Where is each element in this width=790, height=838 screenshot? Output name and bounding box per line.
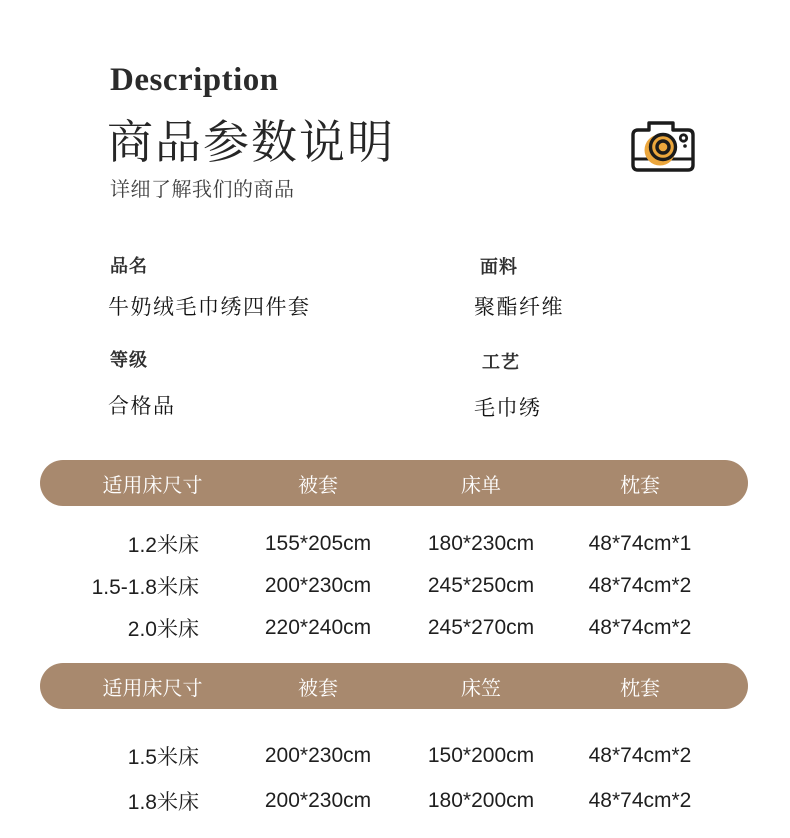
cell-pillowcase: 48*74cm*2 — [588, 743, 692, 767]
spec-label-product-name: 品名 — [110, 256, 148, 276]
cell-duvet-cover: 155*205cm — [264, 532, 372, 555]
table-header-row — [40, 460, 748, 506]
page-subtitle: 详细了解我们的商品 — [110, 179, 295, 201]
cell-pillowcase: 48*74cm*2 — [588, 574, 692, 597]
cell-duvet-cover: 220*240cm — [264, 616, 372, 639]
spec-value-product-name: 牛奶绒毛巾绣四件套 — [108, 296, 311, 319]
spec-value-fabric: 聚酯纤维 — [474, 296, 564, 319]
cell-bed-size: 1.5-1.8米床 — [91, 576, 199, 599]
camera-flash-dot — [680, 135, 686, 141]
table-row — [40, 733, 748, 778]
english-title: Description — [110, 62, 279, 98]
table-rows — [40, 733, 748, 823]
spec-label-fabric: 面料 — [480, 257, 518, 277]
page-title: 商品参数说明 — [107, 116, 395, 168]
cell-pillowcase: 48*74cm*2 — [588, 616, 692, 639]
spec-value-grade: 合格品 — [108, 395, 176, 418]
camera-small-dot — [683, 144, 687, 148]
cell-bed-size: 1.8米床 — [127, 790, 199, 814]
table-row — [40, 565, 748, 607]
cell-duvet-cover: 200*230cm — [264, 788, 372, 812]
col-header-pillowcase: 枕套 — [620, 677, 660, 700]
cell-fitted-sheet: 180*200cm — [427, 788, 535, 812]
spec-value-craft: 毛巾绣 — [474, 397, 542, 420]
col-header-fitted-sheet: 床笠 — [461, 677, 501, 700]
cell-duvet-cover: 200*230cm — [264, 743, 372, 767]
col-header-pillowcase: 枕套 — [620, 474, 660, 497]
cell-pillowcase: 48*74cm*2 — [588, 788, 692, 812]
col-header-bed-size: 适用床尺寸 — [102, 474, 203, 497]
size-table-fitted-sheet — [40, 663, 748, 823]
spec-label-craft: 工艺 — [482, 352, 520, 372]
cell-pillowcase: 48*74cm*1 — [588, 532, 692, 555]
col-header-duvet-cover: 被套 — [298, 677, 338, 700]
col-header-bed-size: 适用床尺寸 — [102, 677, 203, 700]
cell-duvet-cover: 200*230cm — [264, 574, 372, 597]
col-header-duvet-cover: 被套 — [298, 474, 338, 497]
table-row — [40, 778, 748, 823]
spec-label-grade: 等级 — [110, 350, 148, 370]
cell-bed-size: 1.5米床 — [127, 745, 199, 769]
cell-flat-sheet: 245*250cm — [427, 574, 535, 597]
table-row — [40, 607, 748, 649]
cell-flat-sheet: 245*270cm — [427, 616, 535, 639]
camera-icon — [629, 113, 697, 173]
cell-bed-size: 2.0米床 — [127, 618, 199, 641]
cell-fitted-sheet: 150*200cm — [427, 743, 535, 767]
table-rows — [40, 523, 748, 649]
size-table-sheet — [40, 460, 748, 649]
table-header-row — [40, 663, 748, 709]
col-header-flat-sheet: 床单 — [461, 474, 501, 497]
cell-bed-size: 1.2米床 — [127, 534, 199, 557]
table-row — [40, 523, 748, 565]
cell-flat-sheet: 180*230cm — [427, 532, 535, 555]
